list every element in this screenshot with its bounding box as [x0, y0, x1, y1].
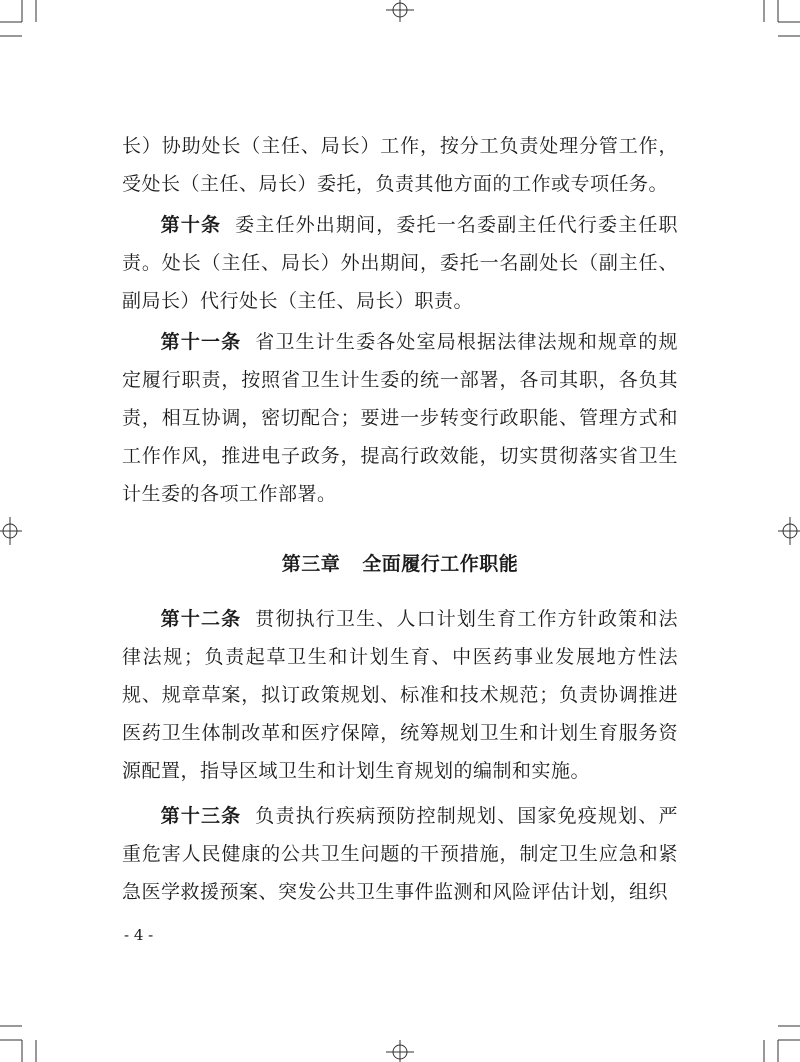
- article-text: 省卫生计生委各处室局根据法律法规和规章的规定履行职责，按照省卫生计生委的统一部署，各司其职，各负其责，相互协调，密切配合；要进一步转变行政职能、管理方式和工作作风，推进电子政务，提高行政效能，切实贯彻落实省卫生计生委的各项工作部署。: [122, 331, 678, 505]
- article-12: [122, 600, 678, 790]
- registration-mark-left: [0, 517, 22, 545]
- paragraph-continued: [122, 127, 678, 203]
- article-label: 第十二条: [160, 608, 242, 630]
- page-number: - 4 -: [124, 926, 154, 944]
- chapter-number: 第三章: [281, 553, 341, 575]
- registration-mark-bottom: [386, 1040, 414, 1062]
- article-label: 第十条: [160, 214, 222, 236]
- article-11: [122, 323, 678, 513]
- registration-mark-top: [386, 0, 414, 22]
- registration-mark-right: [778, 517, 800, 545]
- article-10: [122, 206, 678, 320]
- chapter-heading: [122, 545, 678, 583]
- article-13: [122, 797, 678, 911]
- article-label: 第十三条: [160, 805, 242, 827]
- article-text: 负责执行疾病预防控制规划、国家免疫规划、严重危害人民健康的公共卫生问题的干预措施，制定卫生应急和紧急医学救援预案、突发公共卫生事件监测和风险评估计划，组织: [122, 805, 678, 903]
- chapter-title: 全面履行工作职能: [362, 553, 519, 575]
- article-text: 贯彻执行卫生、人口计划生育工作方针政策和法律法规；负责起草卫生和计划生育、中医药事业发展地方性法规、规章草案，拟订政策规划、标准和技术规范；负责协调推进医药卫生体制改革和医疗保障，统筹规划卫生和计划生育服务资源配置，指导区域卫生和计划生育规划的编制和实施。: [122, 608, 678, 782]
- article-text: 委主任外出期间，委托一名委副主任代行委主任职责。处长（主任、局长）外出期间，委托一名副处长（副主任、副局长）代行处长（主任、局长）职责。: [122, 214, 678, 312]
- article-label: 第十一条: [160, 331, 242, 353]
- paragraph-text: 长）协助处长（主任、局长）工作，按分工负责处理分管工作，受处长（主任、局长）委托，负责其他方面的工作或专项任务。: [122, 135, 678, 195]
